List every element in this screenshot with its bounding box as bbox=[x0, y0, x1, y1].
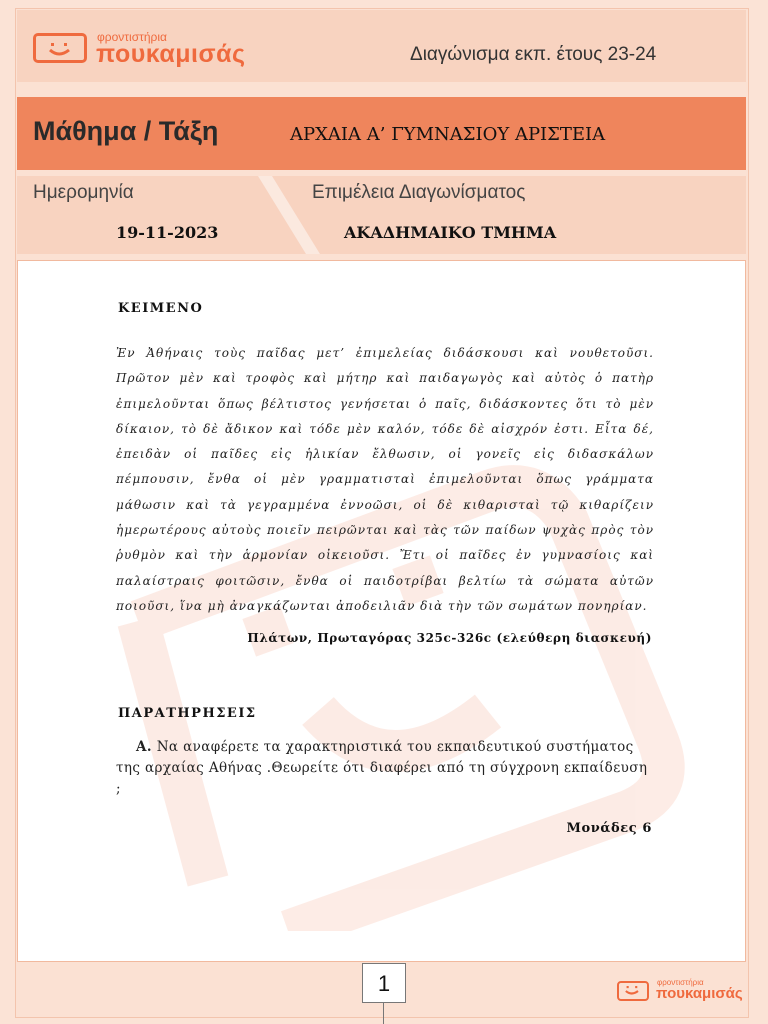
footer-smile-logo-icon bbox=[617, 981, 649, 1001]
exam-info: Διαγώνισμα εκπ. έτους 23-24 bbox=[410, 44, 657, 65]
subject-label: Μάθημα / Τάξη bbox=[33, 116, 219, 146]
question-letter: Α. bbox=[136, 739, 152, 755]
date-value: 19-11-2023 bbox=[116, 223, 219, 242]
author-label: Επιμέλεια Διαγωνίσματος bbox=[312, 182, 526, 203]
smile-logo-icon bbox=[33, 33, 87, 63]
page-number-tick bbox=[383, 1003, 384, 1024]
footer-brand-small: φροντιστήρια bbox=[657, 978, 704, 987]
notes-heading: ΠΑΡΑΤΗΡΗΣΕΙΣ bbox=[118, 706, 257, 721]
ancient-text: Ἐν Ἀθήναις τοὺς παῖδας μετ’ ἐπιμελείας διδάσκουσι καὶ νουθετοῦσι. Πρῶτον μὲν καὶ τροφὸς καὶ μήτηρ καὶ παιδαγωγὸς καὶ αὐτὸς ὁ πατὴρ ἐπιμελοῦνται ὅπως βέλτιστος γενήσεται ὁ παῖς, διδάσκοντες ὅτι τὸ μὲν δίκαιον, τὸ δὲ ἄδικον καὶ τόδε μὲν καλόν, τόδε δὲ αἰσχρόν ἐστι. Εἶτα δέ, ἐπειδὰν οἱ παῖδες εἰς ἡλικίαν ἔλθωσιν, οἱ γονεῖς εἰς διδασκάλων πέμπουσιν, ἔνθα οἱ μὲν γραμματισταὶ ἐπιμελοῦνται ὅπως γράμματα μάθωσιν καὶ τὰ γεγραμμένα ἐννοῶσι, οἱ δὲ κιθαρισταὶ τῷ κιθαρίζειν ἡμερωτέρους αὐτοὺς ποιεῖν πειρῶνται καὶ τὰς τῶν παίδων ψυχὰς πρὸς τὸν ῥυθμὸν καὶ τὴν ἁρμονίαν οἰκειοῦσι. Ἔτι οἱ παῖδες ἐν γυμνασίοις καὶ παλαίστραις φοιτῶσιν, ἔνθα οἱ παιδοτρίβαι βελτίω τὰ σώματα αὐτῶν ποιοῦσι, ἵνα μὴ ἀναγκάζωνται ἀποδειλιᾶν διὰ τὴν τῶν σωμάτων πονηρίαν. bbox=[116, 346, 654, 613]
page-number: 1 bbox=[362, 963, 406, 1003]
footer-logo bbox=[617, 978, 747, 1004]
text-source: Πλάτων, Πρωταγόρας 325c-326c (ελεύθερη διασκευή) bbox=[247, 631, 652, 645]
footer-brand-name: πουκαμισάς bbox=[656, 985, 743, 1002]
date-label: Ημερομηνία bbox=[33, 182, 134, 203]
subject-value: ΑΡΧΑΙΑ Α’ ΓΥΜΝΑΣΙΟΥ ΑΡΙΣΤΕΙΑ bbox=[290, 124, 606, 145]
brand-name: πουκαμισάς bbox=[96, 40, 246, 68]
content-box bbox=[17, 260, 746, 962]
question-text: Να αναφέρετε τα χαρακτηριστικά του εκπαιδευτικού συστήματος της αρχαίας Αθήνας .Θεωρείτε ότι διαφέρει από τη σύγχρονη εκπαίδευση ; bbox=[116, 739, 648, 797]
marks-label: Μονάδες 6 bbox=[566, 821, 652, 836]
question-a bbox=[116, 737, 656, 800]
brand-logo bbox=[33, 30, 263, 70]
author-value: ΑΚΑΔΗΜΑΙΚΟ ΤΜΗΜΑ bbox=[344, 223, 557, 242]
text-heading: ΚΕΙΜΕΝΟ bbox=[118, 301, 204, 316]
brand-small-text: φροντιστήρια bbox=[97, 30, 167, 44]
